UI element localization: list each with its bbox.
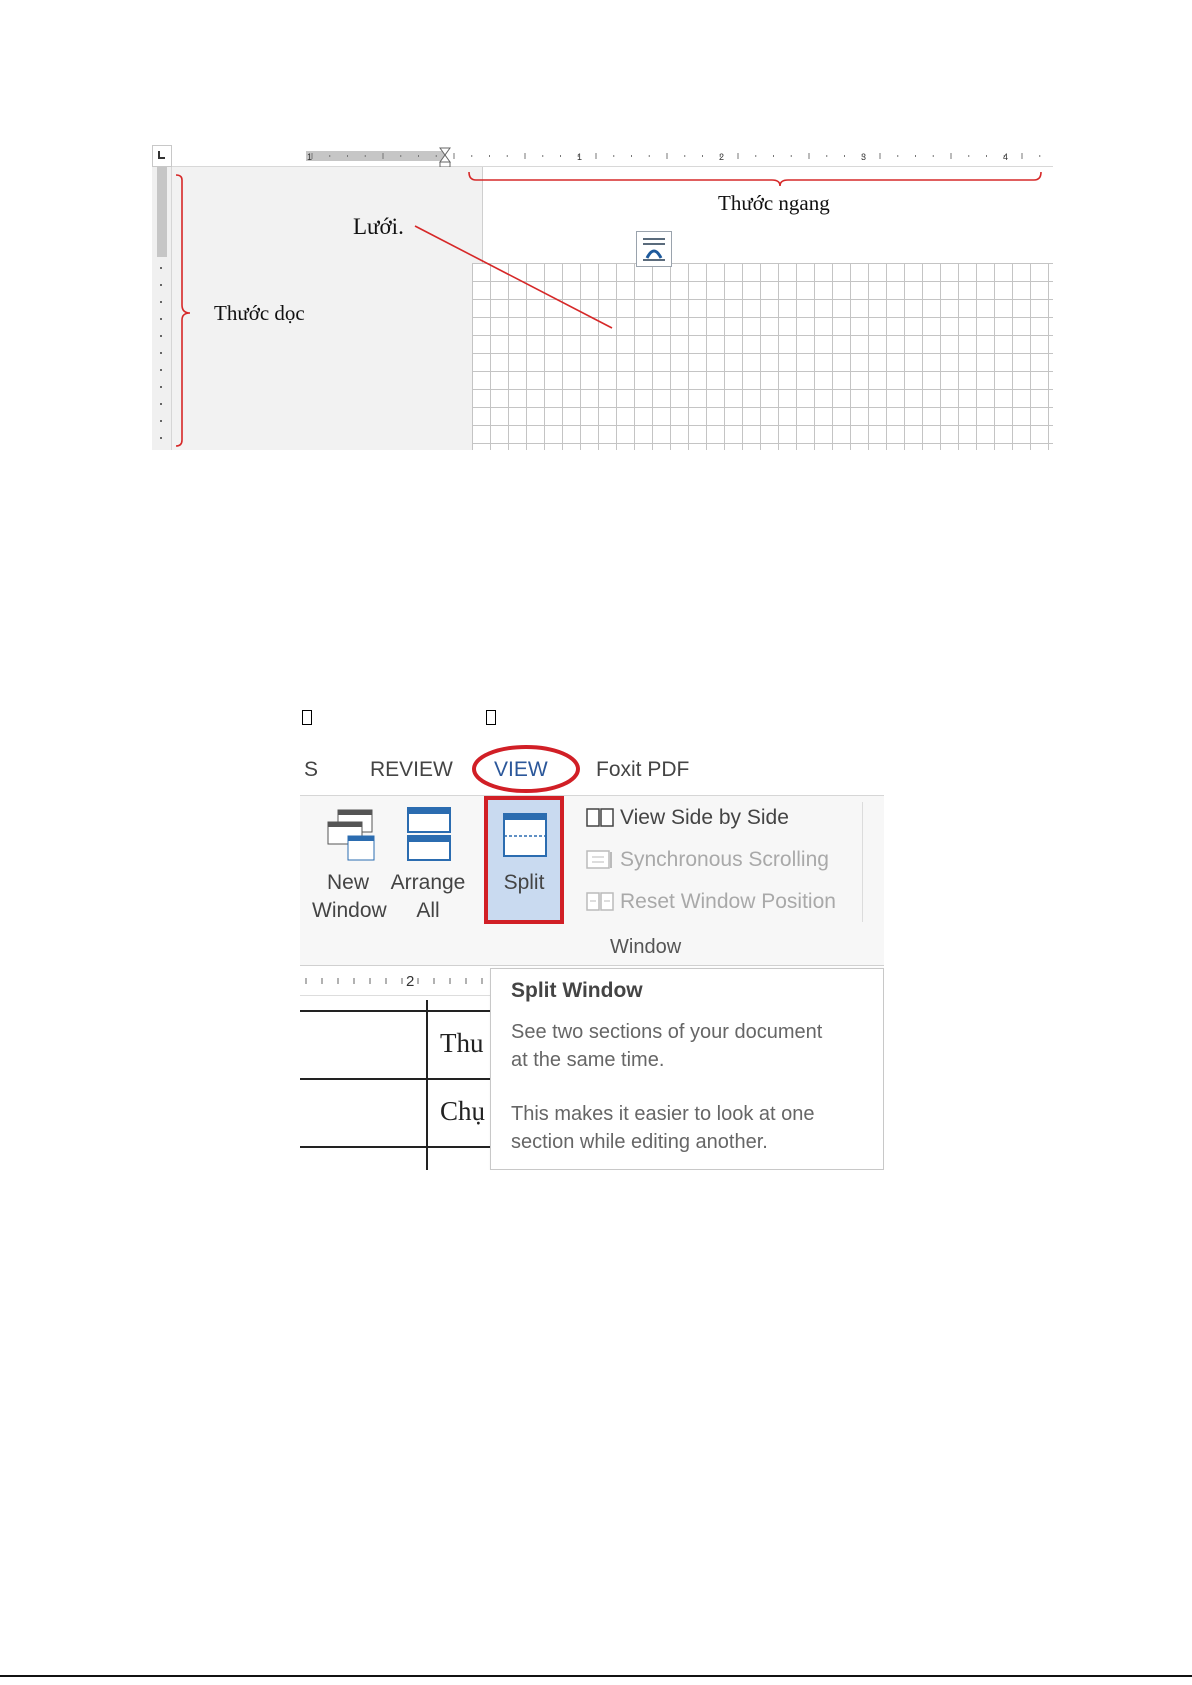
tooltip-line-4: section while editing another.	[511, 1131, 768, 1153]
new-window-icon	[326, 808, 376, 864]
tooltip-line-3: This makes it easier to look at one	[511, 1103, 815, 1125]
new-window-label-2: Window	[312, 899, 387, 922]
ribbon-tab-bar	[300, 738, 884, 796]
table-border	[300, 1146, 490, 1148]
view-side-by-side-label: View Side by Side	[620, 806, 789, 829]
ruler-number: 4	[1003, 152, 1009, 162]
reset-window-position-button[interactable]	[586, 890, 836, 914]
tab-partial[interactable]: S	[304, 758, 319, 781]
annotation-lines	[0, 0, 1192, 460]
group-separator	[862, 802, 863, 922]
synchronous-scrolling-label: Synchronous Scrolling	[620, 848, 829, 871]
tab-view[interactable]: VIEW	[494, 758, 548, 781]
view-side-by-side-icon	[586, 807, 614, 829]
gridlines-annotation: Lưới.	[353, 214, 404, 239]
tooltip-title: Split Window	[511, 979, 643, 1002]
tab-foxit-pdf[interactable]: Foxit PDF	[596, 758, 690, 781]
arrange-all-icon	[406, 806, 452, 862]
table-border	[300, 1010, 490, 1012]
table-border	[300, 1078, 490, 1080]
page-footer-rule	[0, 1675, 1192, 1677]
word-view-ribbon-screenshot	[300, 738, 884, 1170]
ruler-number: 2	[406, 973, 415, 990]
tooltip-line-1: See two sections of your document	[511, 1021, 823, 1043]
tooltip-line-2: at the same time.	[511, 1049, 665, 1071]
vertical-ruler-bracket	[176, 175, 190, 446]
split-button[interactable]	[484, 796, 564, 924]
arrange-all-label-2: All	[416, 899, 440, 922]
reset-window-position-icon	[586, 891, 614, 913]
synchronous-scrolling-button[interactable]	[586, 848, 829, 872]
ruler-number: 2	[719, 152, 725, 162]
table-column-border	[426, 1000, 428, 1170]
horizontal-ruler-annotation: Thước ngang	[718, 191, 830, 215]
table-cell-text: Thu	[440, 1028, 484, 1058]
new-window-button[interactable]	[312, 796, 387, 934]
ribbon-window-group	[300, 796, 884, 966]
document-ruler-fragment	[300, 966, 490, 996]
missing-glyph-box	[302, 710, 312, 725]
horizontal-ruler-bracket	[469, 172, 1041, 186]
ruler-number: 3	[861, 152, 867, 162]
new-window-label-1: New	[326, 871, 369, 894]
reset-window-position-label: Reset Window Position	[620, 890, 836, 913]
split-window-tooltip	[490, 968, 884, 1170]
document-ruler-ticks	[300, 966, 490, 996]
grid-pointer-line	[415, 226, 612, 328]
split-label: Split	[503, 871, 545, 894]
view-tab-highlight-ellipse	[470, 743, 582, 795]
tab-review[interactable]: REVIEW	[370, 758, 453, 781]
arrange-all-button[interactable]	[388, 796, 468, 934]
view-side-by-side-button[interactable]	[586, 806, 789, 830]
ruler-number: 1	[577, 152, 583, 162]
synchronous-scrolling-icon	[586, 849, 614, 871]
split-icon	[502, 812, 548, 860]
vertical-ruler-annotation: Thước dọc	[214, 301, 305, 325]
ruler-number: 1	[307, 152, 313, 162]
window-group-label: Window	[610, 936, 682, 958]
missing-glyph-box	[486, 710, 496, 725]
table-cell-text: Chụ	[440, 1096, 486, 1126]
arrange-all-label-1: Arrange	[390, 871, 466, 894]
